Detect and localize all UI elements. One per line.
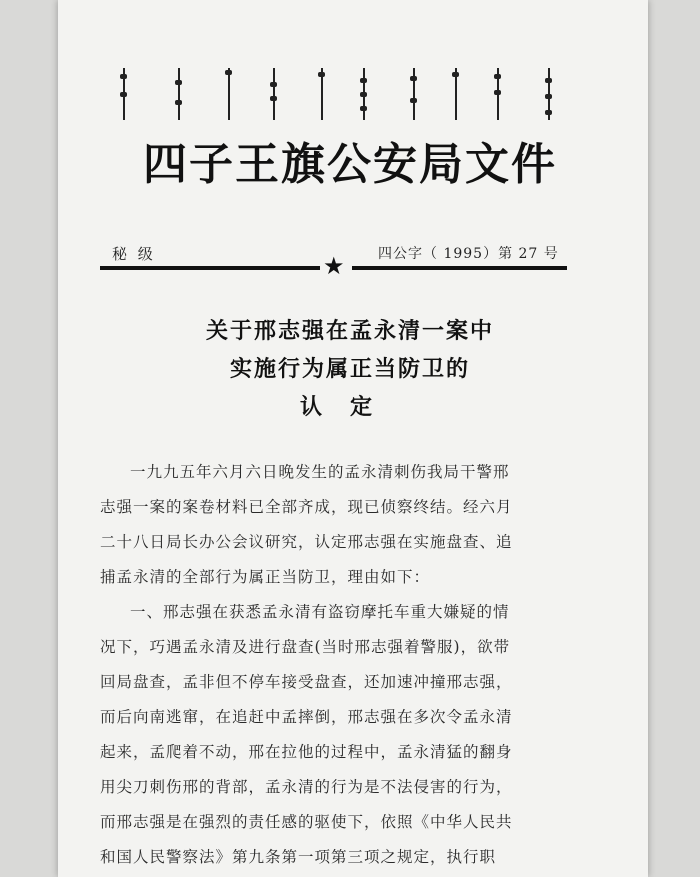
mongolian-glyph — [360, 62, 368, 132]
document-header-title: 四子王旗公安局文件 — [143, 139, 557, 190]
star-icon: ★ — [323, 252, 345, 280]
mongolian-glyph — [494, 62, 502, 132]
mongolian-glyph — [452, 62, 460, 132]
body-line: 一九九五年六月六日晚发生的孟永清刺伤我局干警邢 — [130, 463, 510, 481]
body-line: 一、邢志强在获悉孟永清有盗窃摩托车重大嫌疑的情 — [130, 603, 510, 621]
body-line: 和国人民警察法》第九条第一项第三项之规定，执行职 — [100, 848, 497, 866]
document-number: 四公字（ 1995）第 27 号 — [378, 246, 559, 262]
mongolian-glyph — [545, 62, 553, 132]
body-line: 回局盘查，孟非但不停车接受盘查，还加速冲撞邢志强， — [100, 673, 513, 691]
mongolian-glyph — [225, 62, 233, 132]
mongolian-glyph — [270, 62, 278, 132]
header-rule-right — [352, 266, 567, 270]
header-rule-left — [100, 266, 320, 270]
mongolian-glyph — [410, 62, 418, 132]
body-line: 用尖刀刺伤邢的背部，孟永清的行为是不法侵害的行为， — [100, 778, 513, 796]
body-line: 况下，巧遇孟永清及进行盘查(当时邢志强着警服)，欲带 — [100, 638, 511, 656]
body-line: 志强一案的案卷材料已全部齐成，现已侦察终结。经六月 — [100, 498, 513, 516]
mongolian-glyph — [120, 62, 128, 132]
subject-title-line-1: 关于邢志强在孟永清一案中 — [205, 318, 494, 344]
subject-title-line-3: 认定 — [299, 394, 400, 420]
mongolian-glyph — [175, 62, 183, 132]
mongolian-glyph — [318, 62, 326, 132]
body-line: 起来，孟爬着不动，邢在拉他的过程中，孟永清猛的翻身 — [100, 743, 513, 761]
body-line: 而邢志强是在强烈的责任感的驱使下，依照《中华人民共 — [100, 813, 513, 831]
body-line: 而后向南逃窜，在追赶中孟摔倒，邢志强在多次令孟永清 — [100, 708, 513, 726]
body-line: 二十八日局长办公会议研究，认定邢志强在实施盘查、追 — [100, 533, 513, 551]
mongolian-script-header — [120, 62, 560, 132]
subject-title-line-2: 实施行为属正当防卫的 — [229, 356, 470, 382]
secret-label: 秘 级 — [112, 245, 156, 263]
body-line: 捕孟永清的全部行为属正当防卫，理由如下： — [100, 568, 431, 586]
